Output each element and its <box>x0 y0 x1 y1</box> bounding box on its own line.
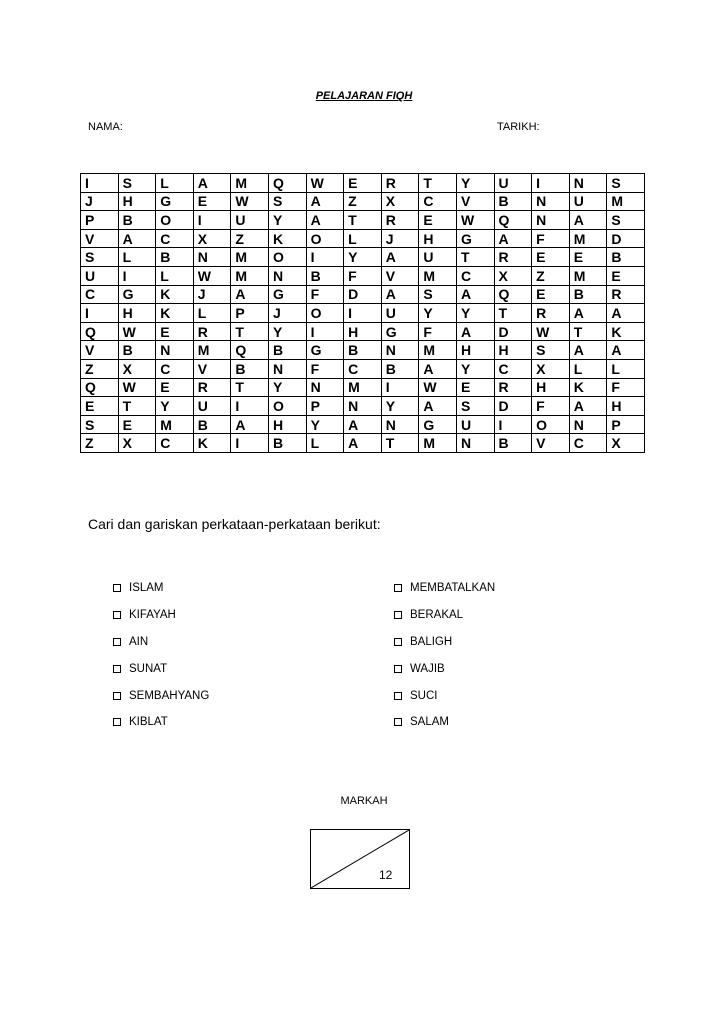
grid-cell: P <box>306 397 344 416</box>
grid-cell: L <box>569 359 607 378</box>
grid-cell: H <box>118 192 156 211</box>
grid-cell: E <box>193 192 231 211</box>
grid-cell: N <box>532 192 570 211</box>
score-divider-line <box>311 830 409 888</box>
grid-row <box>81 192 645 211</box>
grid-cell: V <box>532 434 570 453</box>
grid-cell: U <box>419 248 457 267</box>
grid-cell: S <box>607 211 645 230</box>
grid-cell: Y <box>156 397 194 416</box>
checkbox-icon <box>113 638 121 646</box>
grid-cell: A <box>607 341 645 360</box>
grid-cell: V <box>81 229 119 248</box>
grid-cell: R <box>193 322 231 341</box>
grid-row <box>81 266 645 285</box>
checkbox-icon <box>394 718 402 726</box>
grid-cell: X <box>118 434 156 453</box>
grid-cell: K <box>268 229 306 248</box>
grid-row <box>81 378 645 397</box>
grid-cell: I <box>193 211 231 230</box>
grid-cell: A <box>456 322 494 341</box>
grid-cell: T <box>118 397 156 416</box>
grid-cell: F <box>419 322 457 341</box>
grid-cell: H <box>344 322 382 341</box>
grid-cell: I <box>118 266 156 285</box>
word-label: BERAKAL <box>410 609 464 622</box>
checkbox-icon <box>394 584 402 592</box>
grid-row <box>81 359 645 378</box>
grid-cell: L <box>156 174 194 193</box>
grid-cell: I <box>494 415 532 434</box>
grid-cell: M <box>419 341 457 360</box>
grid-cell: A <box>381 285 419 304</box>
grid-cell: U <box>456 415 494 434</box>
grid-cell: B <box>156 248 194 267</box>
grid-cell: H <box>456 341 494 360</box>
grid-cell: N <box>381 415 419 434</box>
grid-cell: M <box>419 434 457 453</box>
grid-row <box>81 248 645 267</box>
grid-cell: L <box>306 434 344 453</box>
word-list-item <box>394 629 495 656</box>
grid-cell: H <box>494 341 532 360</box>
grid-cell: E <box>532 248 570 267</box>
word-label: SUCI <box>410 689 438 702</box>
grid-cell: W <box>456 211 494 230</box>
grid-cell: I <box>532 174 570 193</box>
grid-cell: A <box>231 415 269 434</box>
word-list-left <box>113 575 209 736</box>
grid-cell: E <box>456 378 494 397</box>
grid-cell: S <box>419 285 457 304</box>
grid-cell: R <box>381 174 419 193</box>
word-list-item <box>394 655 495 682</box>
grid-cell: U <box>569 192 607 211</box>
grid-cell: N <box>193 248 231 267</box>
grid-cell: C <box>419 192 457 211</box>
grid-cell: B <box>118 341 156 360</box>
grid-cell: V <box>381 266 419 285</box>
word-label: SUNAT <box>129 662 168 675</box>
grid-row <box>81 341 645 360</box>
grid-cell: C <box>81 285 119 304</box>
grid-cell: M <box>607 192 645 211</box>
score-total: 12 <box>379 868 393 882</box>
instruction-text: Cari dan gariskan perkataan-perkataan berikut: <box>88 516 381 532</box>
grid-cell: M <box>569 229 607 248</box>
grid-cell: E <box>607 266 645 285</box>
name-label: NAMA: <box>88 121 123 133</box>
grid-cell: F <box>344 266 382 285</box>
grid-cell: E <box>156 378 194 397</box>
grid-cell: M <box>193 341 231 360</box>
grid-cell: Q <box>494 285 532 304</box>
checkbox-icon <box>394 665 402 673</box>
grid-cell: I <box>306 322 344 341</box>
grid-cell: J <box>381 229 419 248</box>
word-list-right <box>394 575 495 736</box>
grid-cell: X <box>118 359 156 378</box>
grid-cell: Y <box>456 359 494 378</box>
grid-cell: F <box>607 378 645 397</box>
grid-cell: I <box>381 378 419 397</box>
grid-cell: J <box>193 285 231 304</box>
grid-cell: O <box>306 304 344 323</box>
grid-cell: M <box>569 266 607 285</box>
grid-cell: Q <box>81 378 119 397</box>
grid-cell: L <box>607 359 645 378</box>
grid-cell: V <box>193 359 231 378</box>
grid-cell: W <box>193 266 231 285</box>
grid-cell: L <box>344 229 382 248</box>
grid-row <box>81 397 645 416</box>
grid-cell: T <box>569 322 607 341</box>
grid-cell: U <box>494 174 532 193</box>
grid-cell: A <box>344 434 382 453</box>
grid-cell: Q <box>231 341 269 360</box>
grid-cell: U <box>381 304 419 323</box>
grid-cell: H <box>118 304 156 323</box>
grid-cell: Z <box>81 359 119 378</box>
grid-cell: A <box>569 397 607 416</box>
grid-cell: A <box>494 229 532 248</box>
grid-cell: J <box>81 192 119 211</box>
grid-cell: Q <box>494 211 532 230</box>
grid-cell: Y <box>456 174 494 193</box>
grid-cell: O <box>268 397 306 416</box>
grid-cell: G <box>381 322 419 341</box>
grid-cell: N <box>268 266 306 285</box>
grid-cell: S <box>607 174 645 193</box>
grid-cell: R <box>532 304 570 323</box>
word-list-item <box>113 682 209 709</box>
grid-cell: W <box>532 322 570 341</box>
checkbox-icon <box>394 692 402 700</box>
grid-cell: Y <box>306 415 344 434</box>
grid-cell: T <box>419 174 457 193</box>
grid-cell: M <box>231 266 269 285</box>
grid-cell: S <box>81 415 119 434</box>
grid-cell: H <box>268 415 306 434</box>
grid-row <box>81 211 645 230</box>
grid-cell: V <box>81 341 119 360</box>
word-list-item <box>394 602 495 629</box>
grid-cell: K <box>607 322 645 341</box>
word-label: MEMBATALKAN <box>410 582 496 595</box>
grid-cell: B <box>193 415 231 434</box>
grid-cell: T <box>231 378 269 397</box>
checkbox-icon <box>113 665 121 673</box>
grid-cell: S <box>532 341 570 360</box>
grid-cell: L <box>193 304 231 323</box>
grid-cell: K <box>569 378 607 397</box>
grid-cell: C <box>156 229 194 248</box>
grid-cell: A <box>569 304 607 323</box>
grid-cell: O <box>268 248 306 267</box>
word-label: KIBLAT <box>129 716 168 729</box>
grid-cell: G <box>419 415 457 434</box>
grid-cell: G <box>156 192 194 211</box>
grid-cell: T <box>381 434 419 453</box>
grid-cell: Y <box>344 248 382 267</box>
date-label: TARIKH: <box>497 121 540 133</box>
grid-cell: Z <box>532 266 570 285</box>
word-label: SEMBAHYANG <box>129 689 210 702</box>
grid-cell: J <box>268 304 306 323</box>
grid-cell: Q <box>268 174 306 193</box>
grid-cell: K <box>193 434 231 453</box>
grid-cell: M <box>344 378 382 397</box>
grid-cell: F <box>532 229 570 248</box>
grid-cell: X <box>532 359 570 378</box>
grid-cell: Y <box>456 304 494 323</box>
grid-cell: R <box>381 211 419 230</box>
grid-cell: P <box>81 211 119 230</box>
grid-cell: U <box>81 266 119 285</box>
grid-cell: G <box>118 285 156 304</box>
grid-cell: C <box>156 434 194 453</box>
grid-cell: N <box>381 341 419 360</box>
grid-cell: E <box>118 415 156 434</box>
word-list-item <box>113 709 209 736</box>
grid-cell: B <box>569 285 607 304</box>
grid-cell: R <box>494 248 532 267</box>
grid-cell: S <box>81 248 119 267</box>
grid-cell: Y <box>268 322 306 341</box>
grid-cell: A <box>419 397 457 416</box>
grid-cell: U <box>231 211 269 230</box>
grid-cell: F <box>306 285 344 304</box>
checkbox-icon <box>394 638 402 646</box>
word-search-grid <box>80 173 645 453</box>
grid-cell: P <box>607 415 645 434</box>
grid-cell: G <box>456 229 494 248</box>
worksheet-title: PELAJARAN FIQH <box>315 90 413 102</box>
grid-cell: S <box>268 192 306 211</box>
word-list-item <box>113 629 209 656</box>
grid-row <box>81 285 645 304</box>
grid-cell: Z <box>231 229 269 248</box>
grid-cell: A <box>419 359 457 378</box>
grid-cell: A <box>569 341 607 360</box>
grid-cell: G <box>306 341 344 360</box>
grid-cell: H <box>419 229 457 248</box>
grid-cell: Z <box>344 192 382 211</box>
grid-cell: I <box>231 434 269 453</box>
grid-cell: A <box>569 211 607 230</box>
grid-cell: X <box>607 434 645 453</box>
word-label: BALIGH <box>410 635 453 648</box>
grid-cell: S <box>118 174 156 193</box>
grid-row <box>81 415 645 434</box>
grid-cell: N <box>456 434 494 453</box>
grid-cell: N <box>569 415 607 434</box>
grid-cell: K <box>156 304 194 323</box>
grid-cell: D <box>494 397 532 416</box>
grid-cell: Y <box>381 397 419 416</box>
grid-cell: Y <box>419 304 457 323</box>
grid-cell: B <box>306 266 344 285</box>
grid-cell: R <box>193 378 231 397</box>
grid-cell: Z <box>81 434 119 453</box>
grid-cell: A <box>344 415 382 434</box>
grid-cell: T <box>494 304 532 323</box>
grid-cell: B <box>381 359 419 378</box>
markah-label: MARKAH <box>340 795 388 807</box>
grid-cell: N <box>344 397 382 416</box>
grid-cell: T <box>456 248 494 267</box>
grid-cell: K <box>156 285 194 304</box>
word-list-item <box>113 575 209 602</box>
checkbox-icon <box>113 611 121 619</box>
grid-cell: I <box>306 248 344 267</box>
checkbox-icon <box>113 584 121 592</box>
grid-cell: E <box>344 174 382 193</box>
grid-cell: I <box>81 304 119 323</box>
grid-cell: B <box>118 211 156 230</box>
grid-cell: E <box>532 285 570 304</box>
checkbox-icon <box>113 692 121 700</box>
grid-cell: X <box>193 229 231 248</box>
word-label: KIFAYAH <box>129 609 176 622</box>
grid-cell: H <box>532 378 570 397</box>
grid-cell: B <box>494 434 532 453</box>
grid-cell: C <box>156 359 194 378</box>
grid-cell: Y <box>268 378 306 397</box>
grid-cell: B <box>494 192 532 211</box>
grid-cell: D <box>607 229 645 248</box>
grid-cell: M <box>231 248 269 267</box>
grid-cell: O <box>532 415 570 434</box>
word-label: ISLAM <box>129 582 164 595</box>
grid-row <box>81 229 645 248</box>
grid-row <box>81 322 645 341</box>
grid-cell: B <box>268 434 306 453</box>
grid-cell: A <box>306 211 344 230</box>
grid-cell: D <box>494 322 532 341</box>
grid-cell: W <box>231 192 269 211</box>
grid-cell: C <box>344 359 382 378</box>
grid-cell: V <box>456 192 494 211</box>
grid-cell: A <box>607 304 645 323</box>
grid-cell: F <box>532 397 570 416</box>
grid-cell: G <box>268 285 306 304</box>
grid-cell: B <box>231 359 269 378</box>
word-label: SALAM <box>410 716 449 729</box>
grid-cell: I <box>231 397 269 416</box>
grid-cell: W <box>306 174 344 193</box>
grid-cell: N <box>532 211 570 230</box>
grid-cell: N <box>156 341 194 360</box>
grid-cell: A <box>306 192 344 211</box>
grid-cell: O <box>306 229 344 248</box>
checkbox-icon <box>394 611 402 619</box>
grid-cell: I <box>81 174 119 193</box>
checkbox-icon <box>113 718 121 726</box>
grid-cell: A <box>456 285 494 304</box>
grid-cell: R <box>607 285 645 304</box>
grid-cell: A <box>193 174 231 193</box>
grid-cell: L <box>118 248 156 267</box>
grid-cell: A <box>118 229 156 248</box>
grid-cell: W <box>118 322 156 341</box>
grid-row <box>81 304 645 323</box>
grid-cell: E <box>419 211 457 230</box>
grid-row <box>81 174 645 193</box>
grid-cell: E <box>81 397 119 416</box>
grid-row <box>81 434 645 453</box>
grid-cell: M <box>419 266 457 285</box>
grid-cell: M <box>231 174 269 193</box>
grid-cell: N <box>306 378 344 397</box>
grid-cell: X <box>494 266 532 285</box>
grid-cell: X <box>381 192 419 211</box>
grid-cell: B <box>607 248 645 267</box>
grid-cell: E <box>156 322 194 341</box>
grid-cell: P <box>231 304 269 323</box>
word-list-item <box>394 682 495 709</box>
grid-cell: I <box>344 304 382 323</box>
word-list-item <box>113 655 209 682</box>
grid-cell: C <box>494 359 532 378</box>
grid-cell: H <box>607 397 645 416</box>
grid-cell: T <box>344 211 382 230</box>
grid-cell: A <box>381 248 419 267</box>
grid-cell: F <box>306 359 344 378</box>
grid-cell: C <box>456 266 494 285</box>
grid-cell: W <box>118 378 156 397</box>
grid-cell: R <box>494 378 532 397</box>
grid-cell: S <box>456 397 494 416</box>
word-list-item <box>394 709 495 736</box>
score-box <box>310 829 410 889</box>
grid-cell: E <box>569 248 607 267</box>
word-label: WAJIB <box>410 662 445 675</box>
grid-cell: Y <box>268 211 306 230</box>
grid-cell: Q <box>81 322 119 341</box>
grid-cell: D <box>344 285 382 304</box>
grid-cell: O <box>156 211 194 230</box>
grid-cell: T <box>231 322 269 341</box>
grid-cell: W <box>419 378 457 397</box>
grid-cell: M <box>156 415 194 434</box>
grid-cell: B <box>344 341 382 360</box>
grid-cell: C <box>569 434 607 453</box>
grid-cell: L <box>156 266 194 285</box>
grid-cell: B <box>268 341 306 360</box>
word-label: AIN <box>129 635 149 648</box>
grid-cell: N <box>569 174 607 193</box>
word-list-item <box>394 575 495 602</box>
grid-cell: U <box>193 397 231 416</box>
word-list-item <box>113 602 209 629</box>
grid-cell: A <box>231 285 269 304</box>
grid-cell: N <box>268 359 306 378</box>
